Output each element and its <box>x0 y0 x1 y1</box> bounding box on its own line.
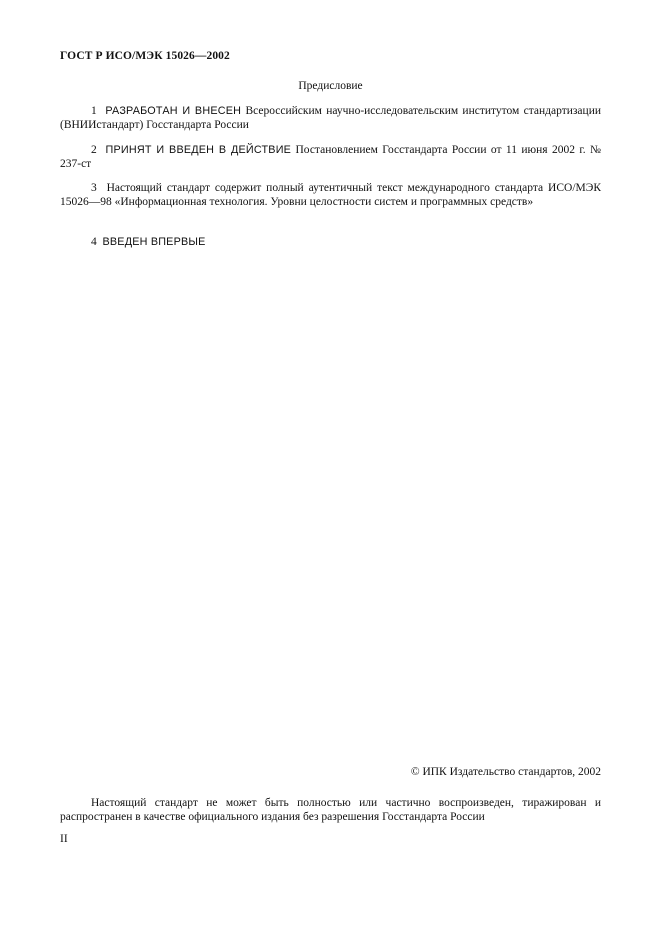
item-lead: РАЗРАБОТАН И ВНЕСЕН <box>105 105 242 117</box>
item-number: 4 <box>91 236 97 248</box>
foreword-item-3 <box>60 181 601 209</box>
item-lead: ВВЕДЕН ВПЕРВЫЕ <box>102 236 206 248</box>
page-number: II <box>60 833 68 845</box>
item-number: 3 <box>91 182 97 194</box>
reproduction-notice: Настоящий стандарт не может быть полностью или частично воспроизведен, тиражирован и распространен в качестве официального издания без разрешения Госстандарта России <box>60 797 601 823</box>
item-lead: ПРИНЯТ И ВВЕДЕН В ДЕЙСТВИЕ <box>105 144 292 156</box>
item-number: 2 <box>91 144 97 156</box>
item-text: Всероссийским научно-исследовательским институтом стандартизации (ВНИИстандарт) Госстандарта России <box>60 105 602 131</box>
foreword-item-1 <box>60 104 601 132</box>
document-code-header: ГОСТ Р ИСО/МЭК 15026—2002 <box>60 50 230 62</box>
foreword-item-4 <box>60 235 601 249</box>
item-text: Постановлением Госстандарта России от 11 июня 2002 г. № 237-ст <box>60 144 602 170</box>
item-text: Настоящий стандарт содержит полный аутентичный текст международного стандарта ИСО/МЭК 15026—98 «Информационная технология. Уровни целостности систем и программных средств» <box>60 182 601 208</box>
item-number: 1 <box>91 105 97 117</box>
foreword-item-2 <box>60 143 601 171</box>
page-title: Предисловие <box>298 80 363 92</box>
copyright-line: © ИПК Издательство стандартов, 2002 <box>410 766 601 778</box>
